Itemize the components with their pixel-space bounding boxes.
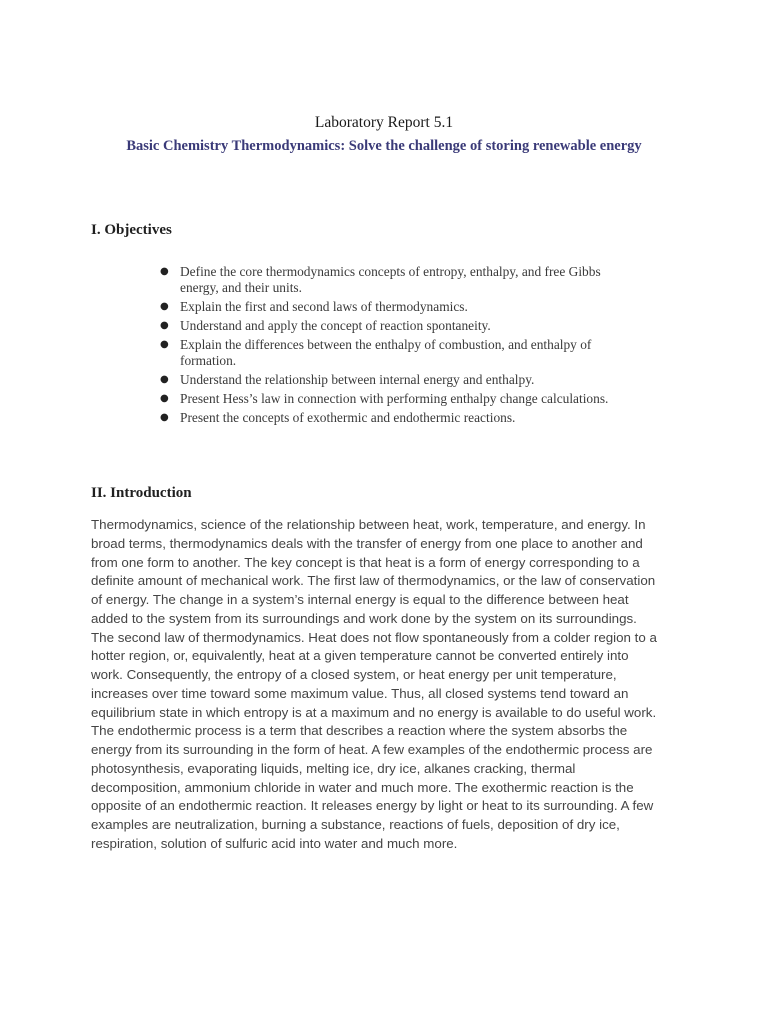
introduction-heading: II. Introduction	[91, 485, 192, 501]
paragraph-line: work. Consequently, the entropy of a closed system, or heat energy per unit temperature,	[91, 667, 617, 682]
bullet-icon: ●	[160, 266, 169, 277]
report-subtitle: Basic Chemistry Thermodynamics: Solve the challenge of storing renewable energy	[126, 138, 642, 154]
paragraph-line: increases over time toward some maximum value. Thus, all closed systems tend toward an	[91, 685, 629, 701]
bullet-icon: ●	[160, 393, 169, 404]
paragraph-line: definite amount of mechanical work. The first law of thermodynamics, or the law of conservation	[91, 573, 656, 589]
paragraph-line: respiration, solution of sulfuric acid into water and much more.	[91, 835, 458, 851]
list-item: ● Present Hess’s law in connection with performing enthalpy change calculations.	[160, 391, 609, 406]
paragraph-line: added to the system from its surroundings and work done by the system on its surroundings.	[91, 610, 637, 626]
paragraph-line: energy from its surrounding in the form of heat. A few examples of the endothermic process are	[91, 742, 653, 757]
bullet-icon: ●	[160, 301, 169, 312]
paragraph-line: decomposition, ammonium chloride in water and much more. The exothermic reaction is the	[91, 779, 634, 795]
list-item: ● Explain the differences between the enthalpy of combustion, and enthalpy of formation.	[160, 337, 592, 368]
paragraph-line: equilibrium state in which entropy is at a maximum and no energy is available to do useful work.	[91, 704, 657, 720]
list-item: ● Present the concepts of exothermic and endothermic reactions.	[160, 410, 516, 425]
list-item: ● Define the core thermodynamics concepts of entropy, enthalpy, and free Gibbs energy, and their units.	[160, 264, 601, 295]
paragraph-line: The second law of thermodynamics. Heat does not flow spontaneously from a colder region to a	[91, 629, 657, 645]
paragraph-line: The endothermic process is a term that describes a reaction where the system absorbs the	[91, 723, 628, 739]
paragraph-line: examples are neutralization, burning a substance, reactions of fuels, deposition of dry ice,	[91, 817, 620, 832]
bullet-icon: ●	[160, 374, 169, 385]
list-item: ● Understand the relationship between internal energy and enthalpy.	[160, 372, 535, 387]
introduction-paragraph	[91, 516, 681, 854]
paragraph-line: from one form to another. The key concept is that heat is a form of energy corresponding to a	[91, 554, 640, 570]
objectives-heading: I. Objectives	[91, 222, 172, 238]
paragraph-line: photosynthesis, evaporating liquids, melting ice, dry ice, alkanes cracking, thermal	[91, 760, 576, 776]
bullet-icon: ●	[160, 320, 169, 331]
paragraph-line: opposite of an endothermic reaction. It releases energy by light or heat to its surrounding. A few	[91, 798, 654, 814]
paragraph-line: Thermodynamics, science of the relationship between heat, work, temperature, and energy. In	[91, 517, 646, 532]
list-item: ● Understand and apply the concept of reaction spontaneity.	[160, 318, 491, 333]
bullet-icon: ●	[160, 412, 169, 423]
bullet-icon: ●	[160, 339, 169, 350]
paragraph-line: of energy. The change in a system’s internal energy is equal to the difference between heat	[91, 592, 629, 607]
list-item: ● Explain the first and second laws of thermodynamics.	[160, 299, 468, 314]
paragraph-line: hotter region, or, equivalently, heat at a given temperature cannot be converted entirely into	[91, 648, 629, 664]
objectives-list	[160, 264, 680, 429]
report-title: Laboratory Report 5.1	[314, 114, 454, 131]
paragraph-line: broad terms, thermodynamics deals with the transfer of energy from one place to another and	[91, 535, 643, 551]
